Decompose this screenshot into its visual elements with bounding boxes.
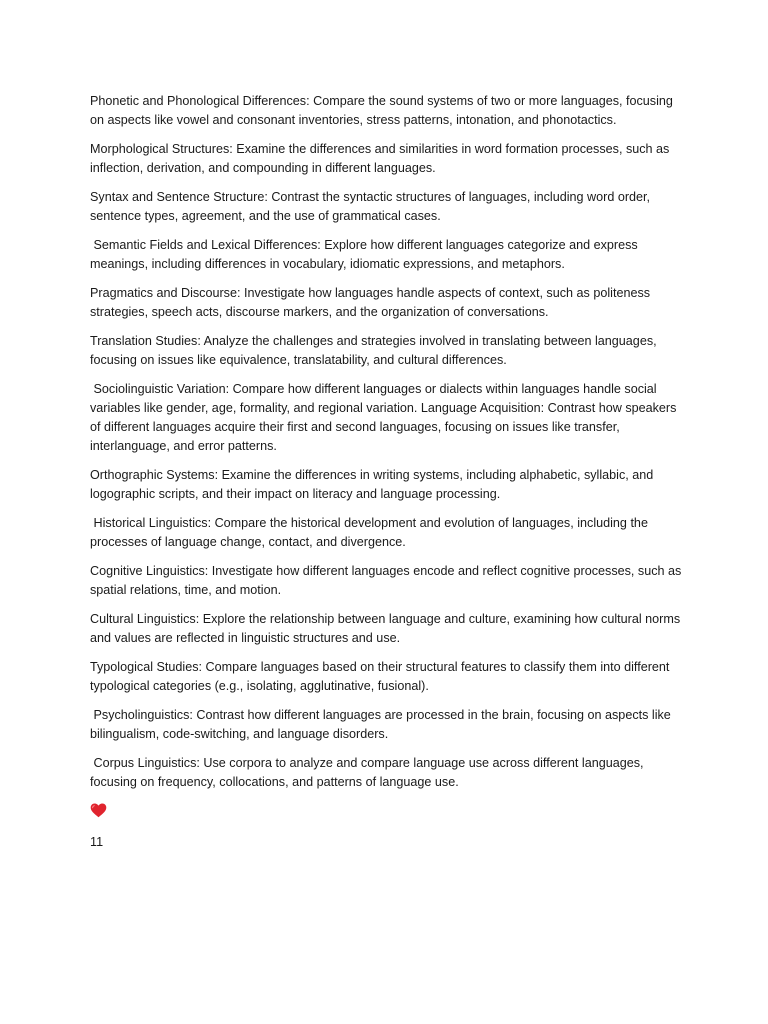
paragraph-translation: Translation Studies: Analyze the challenges and strategies involved in translating between languages, focusing on issues like equivalence, translatability, and cultural differences. — [90, 334, 661, 367]
paragraph-cognitive: Cognitive Linguistics: Investigate how different languages encode and reflect cognitive processes, such as spatial relations, time, and motion. — [90, 564, 685, 597]
paragraph-corpus: Corpus Linguistics: Use corpora to analyze and compare language use across different languages, focusing on frequency, collocations, and patterns of language use. — [90, 756, 648, 789]
paragraph-syntax: Syntax and Sentence Structure: Contrast the syntactic structures of languages, including word order, sentence types, agreement, and the use of grammatical cases. — [90, 190, 654, 223]
paragraph-typological: Typological Studies: Compare languages based on their structural features to classify them into different typological categories (e.g., isolating, agglutinative, fusional). — [90, 660, 673, 693]
page-number: 11 — [90, 835, 104, 849]
paragraph-phonetic: Phonetic and Phonological Differences: Compare the sound systems of two or more languages, focusing on aspects like vowel and consonant inventories, stress patterns, intonation, and phonotactics. — [90, 94, 677, 127]
paragraph-cultural: Cultural Linguistics: Explore the relationship between language and culture, examining how cultural norms and values are reflected in linguistic structures and use. — [90, 612, 684, 645]
paragraph-semantic: Semantic Fields and Lexical Differences: Explore how different languages categorize and express meanings, including differences in vocabulary, idiomatic expressions, and metaphors. — [90, 238, 642, 271]
document-page — [90, 92, 685, 852]
heart-icon — [90, 802, 107, 819]
paragraph-historical: Historical Linguistics: Compare the historical development and evolution of languages, including the processes of language change, contact, and divergence. — [90, 516, 652, 549]
paragraph-psycholinguistics: Psycholinguistics: Contrast how different languages are processed in the brain, focusing on aspects like bilingualism, code-switching, and language disorders. — [90, 708, 675, 741]
paragraph-sociolinguistic: Sociolinguistic Variation: Compare how different languages or dialects within languages handle social variables like gender, age, formality, and regional variation. Language Acquisition: Contrast how speakers of different languages acquire their first and second languages, focusing on issues like transfer, interlanguage, and error patterns. — [90, 382, 680, 453]
paragraph-pragmatics: Pragmatics and Discourse: Investigate how languages handle aspects of context, such as politeness strategies, speech acts, discourse markers, and the organization of conversations. — [90, 286, 654, 319]
paragraph-morphological: Morphological Structures: Examine the differences and similarities in word formation processes, such as inflection, derivation, and compounding in different languages. — [90, 142, 673, 175]
paragraph-orthographic: Orthographic Systems: Examine the differences in writing systems, including alphabetic, syllabic, and logographic scripts, and their impact on literacy and language processing. — [90, 468, 657, 501]
